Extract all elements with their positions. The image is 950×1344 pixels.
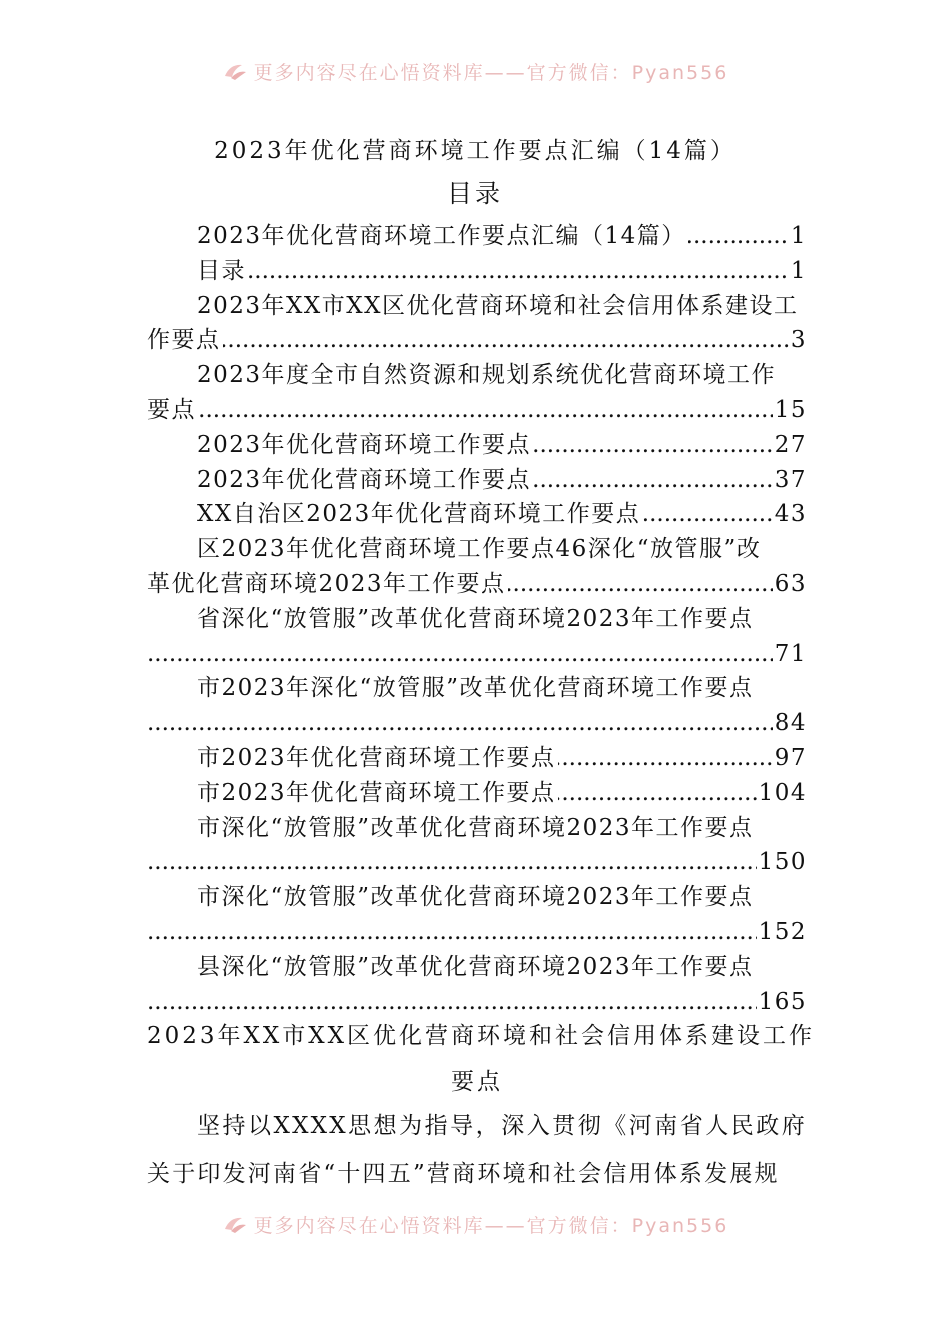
toc-heading: 目录	[446, 179, 503, 208]
section-heading: 2023年XX市XX区优化营商环境和社会信用体系建设工作	[147, 1023, 816, 1049]
toc-page-number: 3	[789, 323, 807, 358]
body-paragraph: 坚持以XXXX思想为指导，深入贯彻《河南省人民政府关于印发河南省“十四五”营商环境和社会信用体系发展规	[147, 1113, 807, 1187]
watermark-text: 更多内容尽在心悟资料库——官方微信：Pyan556	[253, 62, 729, 84]
toc-entry[interactable]: 2023年XX市XX区优化营商环境和社会信用体系建设工 作要点 3 .....	[147, 289, 807, 359]
toc-page-number: 84	[773, 706, 807, 741]
toc-page-number: 97	[773, 741, 807, 776]
toc-entry[interactable]: 目录 1 .....	[147, 254, 807, 289]
toc-page-number: 15	[773, 393, 807, 428]
section-heading-continued: 要点	[451, 1069, 503, 1095]
toc-entry[interactable]: 市深化“放管服”改革优化营商环境2023年工作要点 152 .....	[147, 880, 807, 950]
toc-page-number: 27	[773, 428, 807, 463]
toc-page-number: 63	[773, 567, 807, 602]
toc-entry[interactable]: 县深化“放管服”改革优化营商环境2023年工作要点 165 .....	[147, 950, 807, 1020]
watermark-logo-icon	[222, 1213, 248, 1240]
toc-page-number: 1	[789, 219, 807, 254]
watermark-logo-icon	[222, 60, 248, 87]
toc-entry[interactable]: 2023年优化营商环境工作要点 37 .....	[147, 463, 807, 498]
watermark-bottom	[0, 1211, 950, 1240]
toc-entry[interactable]: 市2023年优化营商环境工作要点 104 .....	[147, 776, 807, 811]
toc-page-number: 1	[789, 254, 807, 289]
document-title: 2023年优化营商环境工作要点汇编（14篇）	[214, 138, 736, 164]
toc-page-number: 37	[773, 463, 807, 498]
toc-page-number: 104	[757, 776, 807, 811]
toc-page-number: 165	[757, 985, 807, 1020]
toc-entry[interactable]: 2023年优化营商环境工作要点 27 .....	[147, 428, 807, 463]
table-of-contents	[147, 219, 807, 1019]
toc-entry[interactable]: 市深化“放管服”改革优化营商环境2023年工作要点 150 .....	[147, 811, 807, 881]
toc-entry[interactable]: 2023年度全市自然资源和规划系统优化营商环境工作 要点 15 .....	[147, 358, 807, 428]
toc-entry[interactable]: 市2023年深化“放管服”改革优化营商环境工作要点 84 .....	[147, 671, 807, 741]
toc-entry[interactable]: 2023年优化营商环境工作要点汇编（14篇） 1 .....	[147, 219, 807, 254]
toc-entry[interactable]: 市2023年优化营商环境工作要点 97 .....	[147, 741, 807, 776]
watermark-text: 更多内容尽在心悟资料库——官方微信：Pyan556	[253, 1215, 729, 1237]
toc-entry[interactable]: 区2023年优化营商环境工作要点46深化“放管服”改 革优化营商环境2023年工作要点 63 .....	[147, 532, 807, 602]
toc-page-number: 150	[757, 845, 807, 880]
toc-entry[interactable]: XX自治区2023年优化营商环境工作要点 43 .....	[147, 497, 807, 532]
toc-page-number: 71	[773, 637, 807, 672]
toc-page-number: 152	[757, 915, 807, 950]
toc-page-number: 43	[773, 497, 807, 532]
watermark-top	[0, 58, 950, 87]
toc-entry[interactable]: 省深化“放管服”改革优化营商环境2023年工作要点 71 .....	[147, 602, 807, 672]
